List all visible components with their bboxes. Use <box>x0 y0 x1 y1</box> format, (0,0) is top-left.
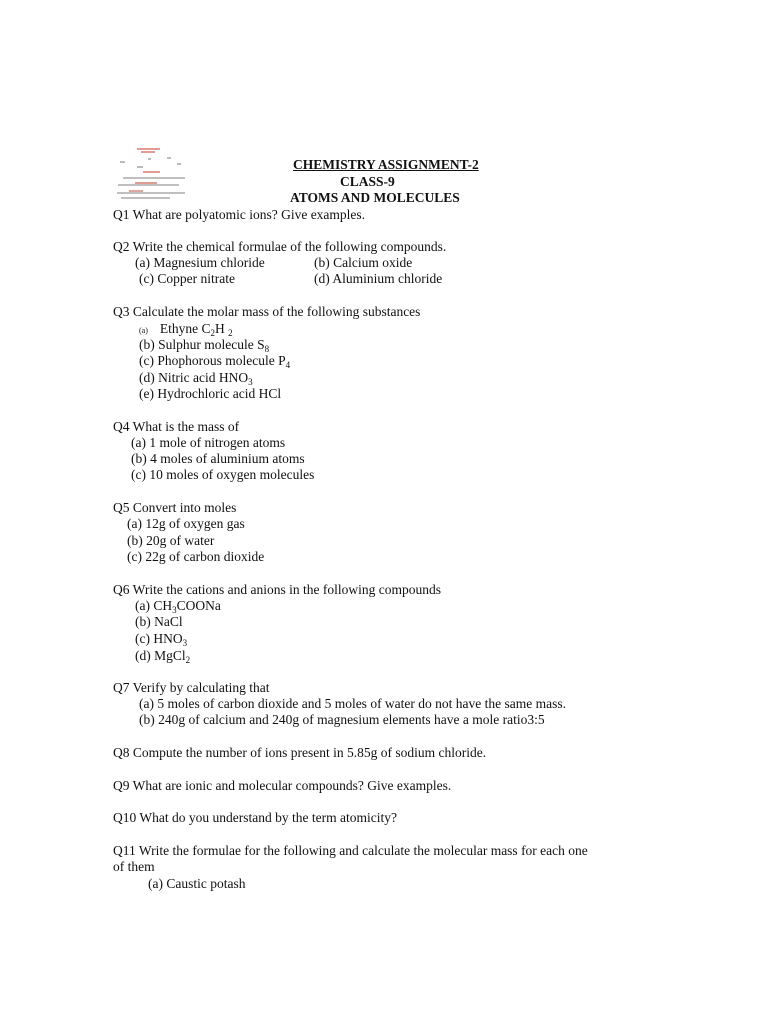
q2-option-a: (a) Magnesium chloride <box>135 255 265 270</box>
question-5: Q5 Convert into moles <box>113 500 237 515</box>
question-9: Q9 What are ionic and molecular compounds? Give examples. <box>113 778 452 793</box>
q2-option-c: (c) Copper nitrate <box>139 271 235 286</box>
q6-option-c: (c) $HNO_3$ <box>135 631 188 648</box>
q3-option-c: (c) Phophorous molecule $P_4$ <box>139 353 291 370</box>
q4-option-a: (a) 1 mole of nitrogen atoms <box>131 435 286 450</box>
q5-option-b: (b) 20g of water <box>127 533 215 548</box>
q7-option-b: (b) 240g of calcium and 240g of magnesium elements have a mole ratio3:5 <box>139 712 545 727</box>
q3-option-d: (d) Nitric acid $HNO_3$ <box>139 370 253 387</box>
school-logo-icon <box>115 145 190 200</box>
question-3: Q3 Calculate the molar mass of the following substances <box>113 304 421 319</box>
q2-option-b: (b) Calcium oxide <box>314 255 413 270</box>
question-10: Q10 What do you understand by the term atomicity? <box>113 810 397 825</box>
class-label: CLASS-9 <box>340 174 395 189</box>
q7-option-a: (a) 5 moles of carbon dioxide and 5 moles of water do not have the same mass. <box>139 696 567 711</box>
q6-option-a: (a) $CH_3COONa$ <box>135 598 221 615</box>
q2-option-d: (d) Aluminium chloride <box>314 271 443 286</box>
q4-option-c: (c) 10 moles of oxygen molecules <box>131 467 315 482</box>
question-8: Q8 Compute the number of ions present in 5.85g of sodium chloride. <box>113 745 487 760</box>
q3-option-b: (b) Sulphur molecule $S_8$ <box>139 337 270 354</box>
question-1: Q1 What are polyatomic ions? Give examples. <box>113 207 366 222</box>
question-2: Q2 Write the chemical formulae of the following compounds. <box>113 239 447 254</box>
q6-option-d: (d) MgCl$_2$ <box>135 648 191 665</box>
question-4: Q4 What is the mass of <box>113 419 240 434</box>
q11-option-a: (a) Caustic potash <box>148 876 246 891</box>
assignment-title: CHEMISTRY ASSIGNMENT-2 <box>293 157 479 172</box>
q3-option-a-marker: (a) <box>139 326 148 335</box>
q5-option-a: (a) 12g of oxygen gas <box>127 516 245 531</box>
q3-option-e: (e) Hydrochloric acid HCl <box>139 386 282 401</box>
q5-option-c: (c) 22g of carbon dioxide <box>127 549 265 564</box>
question-11-continued: of them <box>113 859 155 874</box>
q3-option-a: (a) Ethyne $C_2H$ $_2$ <box>139 321 233 338</box>
topic-title: ATOMS AND MOLECULES <box>290 190 460 205</box>
q4-option-b: (b) 4 moles of aluminium atoms <box>131 451 305 466</box>
q6-option-b: (b) NaCl <box>135 614 183 629</box>
question-6: Q6 Write the cations and anions in the following compounds <box>113 582 442 597</box>
question-11: Q11 Write the formulae for the following and calculate the molecular mass for each one <box>113 843 588 858</box>
question-7: Q7 Verify by calculating that <box>113 680 270 695</box>
